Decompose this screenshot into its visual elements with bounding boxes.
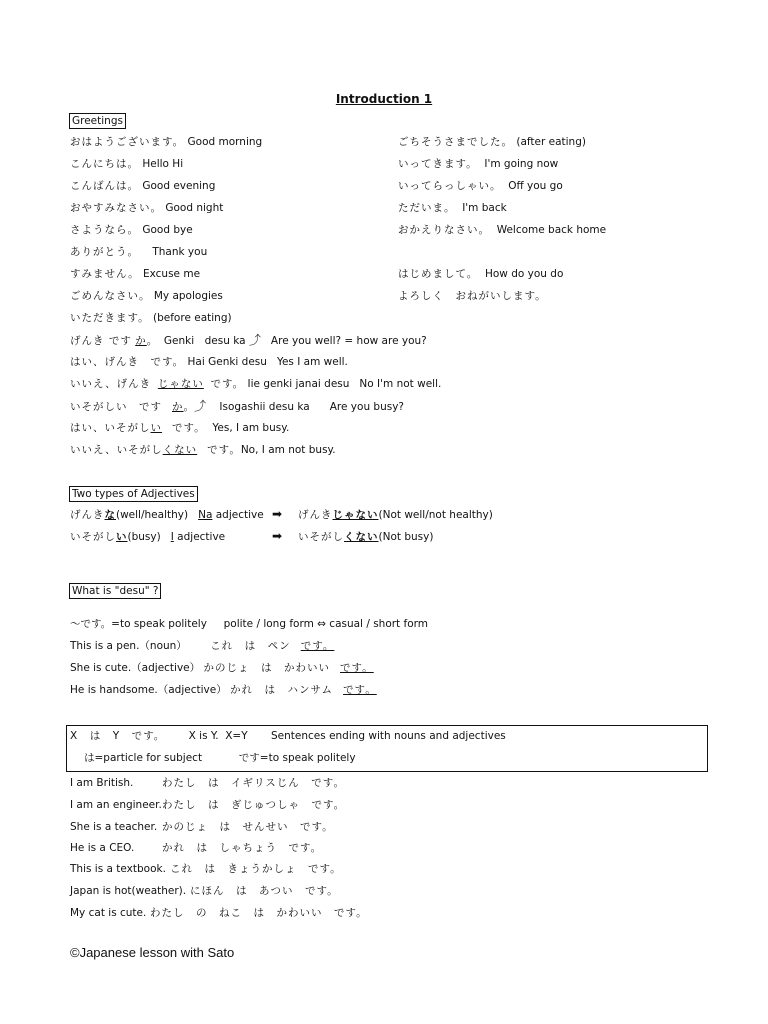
rising-intonation-icon: ⤴	[194, 399, 207, 413]
greeting-left-5: ありがとう。 Thank you	[70, 246, 208, 258]
pattern-row-2: は=particle for subject です=to speak politely	[84, 752, 356, 764]
pattern-row-1: X は Y です。 X is Y. X=Y Sentences ending with nouns and adjectives	[70, 730, 506, 742]
desu-line-2: This is a pen.（noun） これ は ペン です。	[70, 640, 335, 652]
greeting-right-1: いってきます。 I'm going now	[398, 158, 559, 170]
i-adjective-negative: いそがしくない(Not busy)	[298, 531, 434, 543]
greeting-left-0: おはようございます。 Good morning	[70, 136, 263, 148]
i-adjective-line: いそがしい(busy) I adjective	[70, 531, 226, 543]
greeting-left-4: さようなら。 Good bye	[70, 224, 193, 236]
dialogue-line-5: はい、いそがしい です。 Yes, I am busy.	[70, 422, 290, 434]
footer-copyright: ©Japanese lesson with Sato	[70, 945, 235, 960]
greeting-right-3: ただいま。 I'm back	[398, 202, 507, 214]
right-arrow-icon: ➡	[272, 507, 283, 521]
na-adjective-negative: げんきじゃない(Not well/not healthy)	[298, 509, 493, 521]
greeting-left-7: ごめんなさい。 My apologies	[70, 290, 223, 302]
greetings-header: Greetings	[69, 113, 126, 129]
example-row: My cat is cute. わたし の ねこ は かわいい です。	[70, 907, 368, 919]
greeting-left-3: おやすみなさい。 Good night	[70, 202, 224, 214]
na-adjective-line: げんきな(well/healthy) Na adjective	[70, 509, 264, 521]
desu-line-1: ～です。=to speak politely polite / long form ⇔ casual / short form	[70, 618, 428, 630]
example-row: Japan is hot(weather). にほん は あつい です。	[70, 885, 339, 897]
rising-intonation-icon: ⤴	[248, 333, 261, 347]
dialogue-line-2: はい、げんき です。 Hai Genki desu Yes I am well.	[70, 356, 348, 368]
desu-line-4: He is handsome.（adjective） かれ は ハンサム です。	[70, 684, 377, 696]
greeting-right-4: おかえりなさい。 Welcome back home	[398, 224, 607, 236]
dialogue-line-3: いいえ、げんき じゃない です。 Iie genki janai desu No I'm not well.	[70, 378, 442, 390]
greeting-right-2: いってらっしゃい。 Off you go	[398, 180, 563, 192]
dialogue-line-4: いそがしい です か。⤴ Isogashii desu ka Are you busy?	[70, 399, 405, 413]
desu-line-3: She is cute.（adjective） かのじょ は かわいい です。	[70, 662, 374, 674]
greeting-right-5: はじめまして。 How do you do	[398, 268, 564, 280]
page-title: Introduction 1	[335, 92, 433, 106]
greeting-right-6: よろしく おねがいします。	[398, 290, 547, 302]
example-row: This is a textbook. これ は きょうかしょ です。	[70, 863, 342, 875]
right-arrow-icon: ➡	[272, 529, 283, 543]
example-row: I am an engineer.わたし は ぎじゅつしゃ です。	[70, 799, 346, 811]
dialogue-line-1: げんき です か。 Genki desu ka ⤴ Are you well? = how are you?	[70, 333, 427, 347]
example-row: I am British. わたし は イギリスじん です。	[70, 777, 345, 789]
example-row: She is a teacher. かのじょ は せんせい です。	[70, 821, 334, 833]
greeting-left-8: いただきます。 (before eating)	[70, 312, 232, 324]
desu-header: What is "desu" ?	[69, 583, 161, 599]
greeting-left-6: すみません。 Excuse me	[70, 268, 201, 280]
dialogue-line-6: いいえ、いそがしくない です。No, I am not busy.	[70, 444, 336, 456]
greeting-left-1: こんにちは。 Hello Hi	[70, 158, 184, 170]
greeting-right-0: ごちそうさまでした。 (after eating)	[398, 136, 586, 148]
greeting-left-2: こんばんは。 Good evening	[70, 180, 216, 192]
example-row: He is a CEO. かれ は しゃちょう です。	[70, 842, 323, 854]
adjectives-header: Two types of Adjectives	[69, 486, 198, 502]
